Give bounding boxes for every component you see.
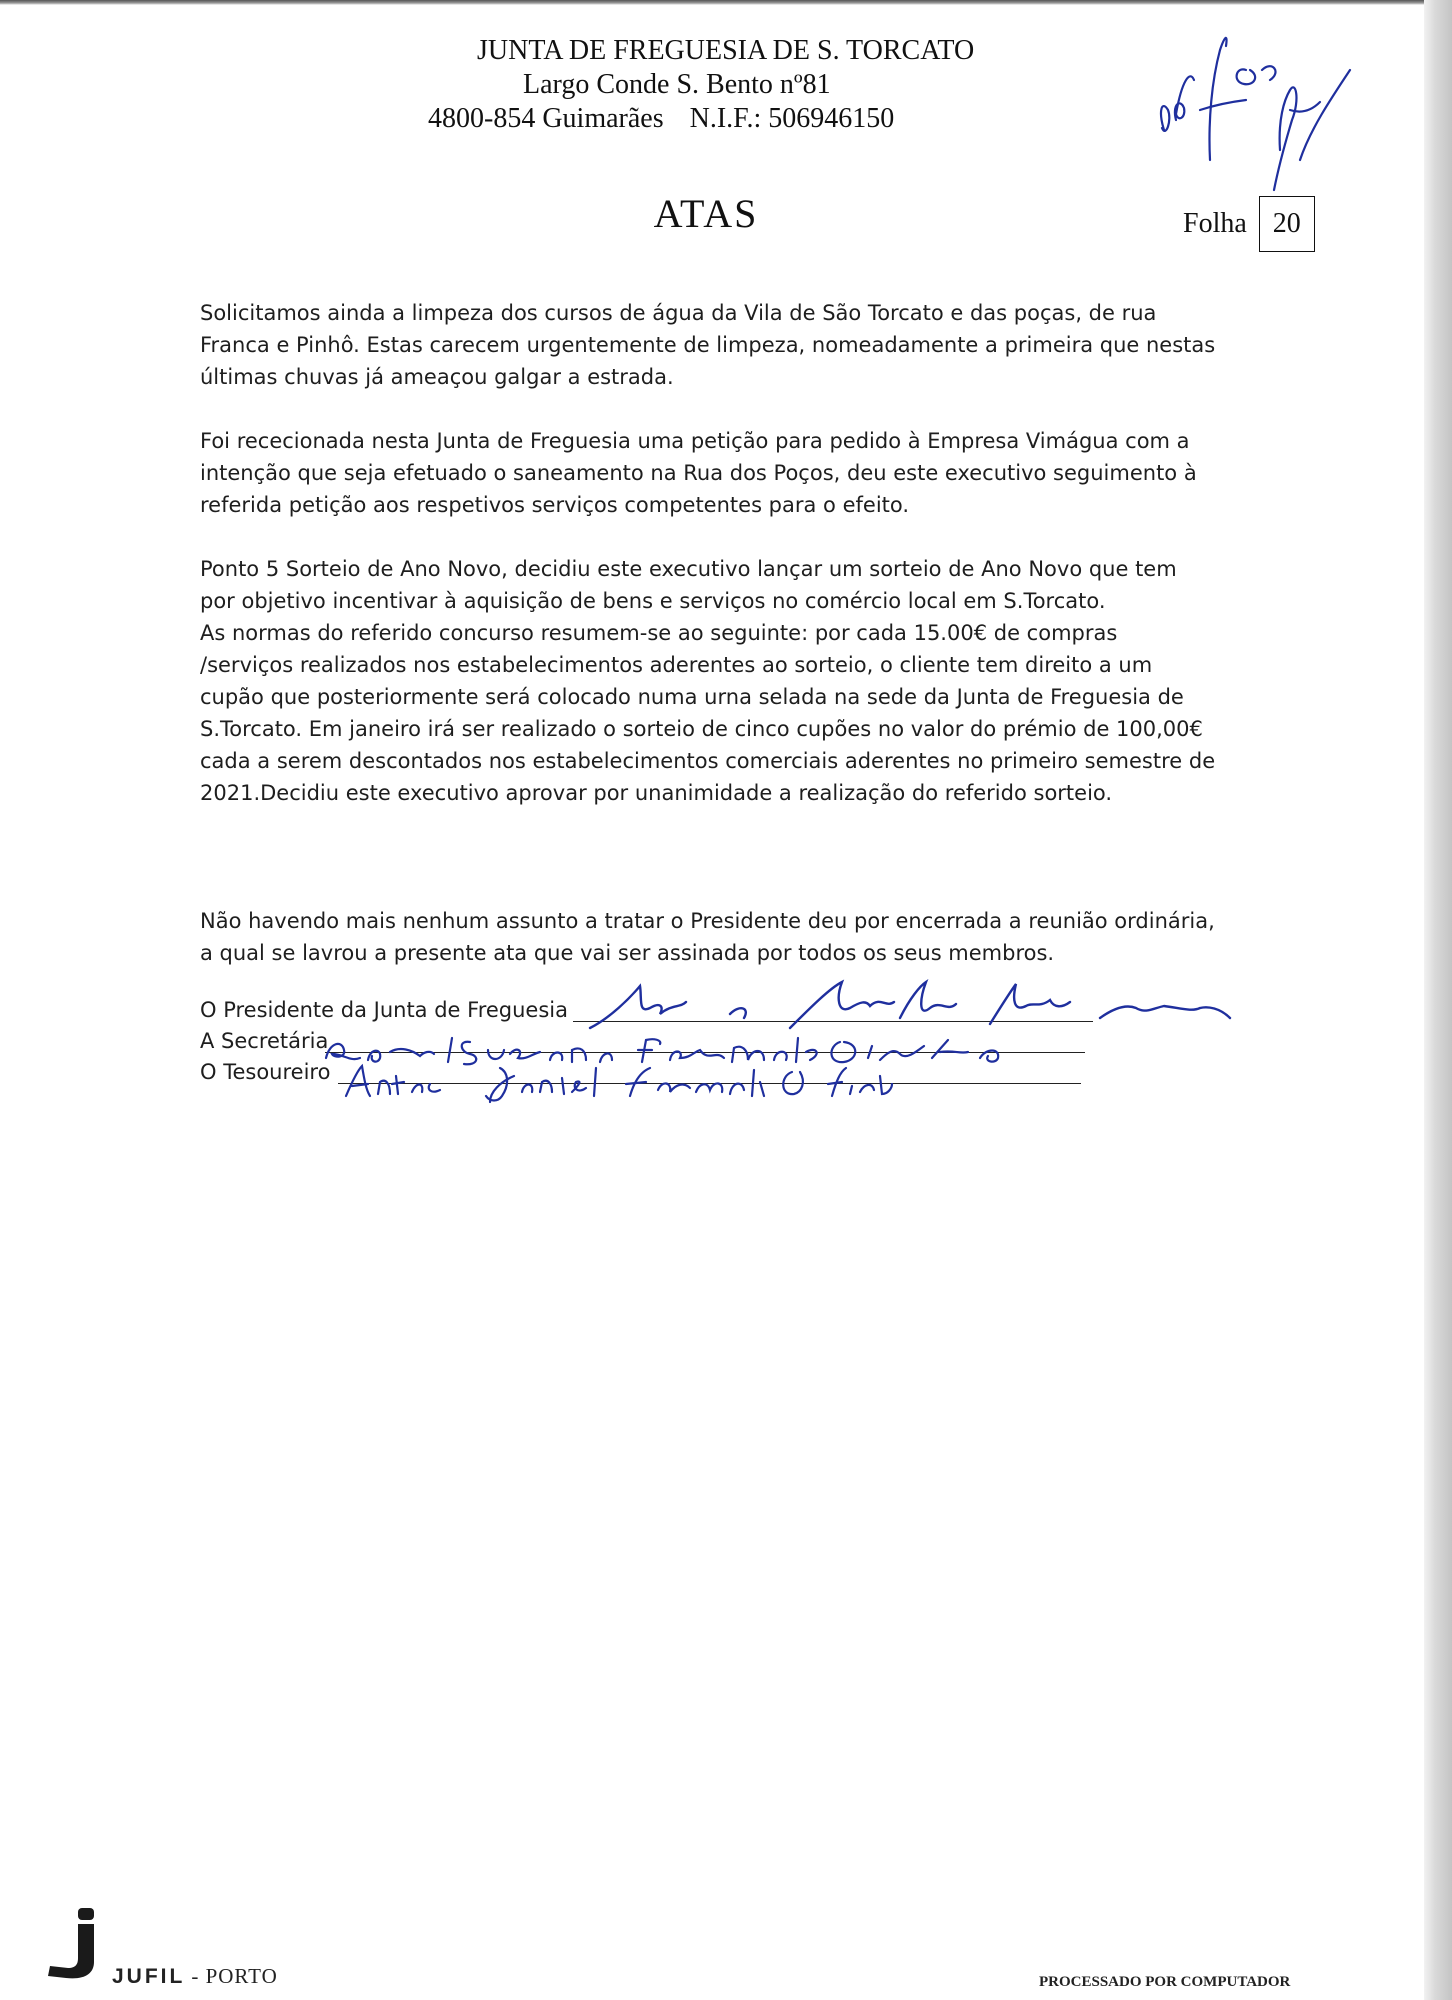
treasurer-signature [340, 1062, 900, 1108]
signature-row-president [200, 995, 568, 1026]
secretary-label: A Secretária [200, 1029, 329, 1053]
footer-brand [112, 1964, 278, 1989]
sheet-number [1183, 196, 1315, 252]
paragraph-raffle: Ponto 5 Sorteio de Ano Novo, decidiu este executivo lançar um sorteio de Ano Novo que tem por objetivo incentivar à aquisição de bens e serviços no comércio local em S.Torcato. As normas do referido concurso resumem-se ao seguinte: por cada 15.00€ de compras /serviços realizados nos estabelecimentos aderentes ao sorteio, o cliente tem direito a um cupão que posteriormente será colocado numa urna selada na sede da Junta de Freguesia de S.Torcato. Em janeiro irá ser realizado o sorteio de cinco cupões no valor do prémio de 100,00€ cada a serem descontados nos estabelecimentos comerciais aderentes no primeiro semestre de 2021.Decidiu este executivo aprovar por unanimidade a realização do referido sorteio. [200, 557, 1216, 805]
rubric-signature [1150, 10, 1390, 200]
org-city: 4800-854 Guimarães [428, 103, 664, 134]
paragraph-closing: Não havendo mais nenhum assunto a tratar o Presidente deu por encerrada a reunião ordinária, a qual se lavrou a presente ata que vai ser assinada por todos os seus membros. [200, 909, 1215, 965]
president-label: O Presidente da Junta de Freguesia [200, 998, 568, 1022]
org-name: JUNTA DE FREGUESIA DE S. TORCATO [477, 35, 975, 66]
paragraph-petition: Foi rececionada nesta Junta de Freguesia uma petição para pedido à Empresa Vimágua com a intenção que seja efetuado o saneamento na Rua dos Poços, deu este executivo seguimento à referida petição aos respetivos serviços competentes para o efeito. [200, 429, 1197, 517]
footer-processed-note: PROCESSADO POR COMPUTADOR [1039, 1974, 1291, 1990]
org-nif: N.I.F.: 506946150 [689, 103, 895, 134]
treasurer-label: O Tesoureiro [200, 1060, 331, 1084]
minutes-body [200, 297, 1240, 1001]
sheet-number-box: 20 [1259, 196, 1315, 252]
paragraph-cleaning: Solicitamos ainda a limpeza dos cursos de água da Vila de São Torcato e das poças, de rua Franca e Pinhô. Estas carecem urgentemente de limpeza, nomeadamente a primeira que nestas últimas chuvas já ameaçou galgar a estrada. [200, 301, 1216, 389]
scan-edge-right [1424, 0, 1452, 2000]
org-city-nif [428, 102, 894, 136]
footer-brand-city: - PORTO [191, 1964, 278, 1988]
page-title: ATAS [653, 191, 759, 236]
scan-edge-top [0, 0, 1452, 5]
sheet-label: Folha [1183, 208, 1247, 239]
org-address: Largo Conde S. Bento nº81 [523, 69, 831, 100]
president-signature [580, 978, 1340, 1038]
footer-brand-name: JUFIL [112, 1965, 186, 1988]
jufil-logo [44, 1908, 104, 1980]
